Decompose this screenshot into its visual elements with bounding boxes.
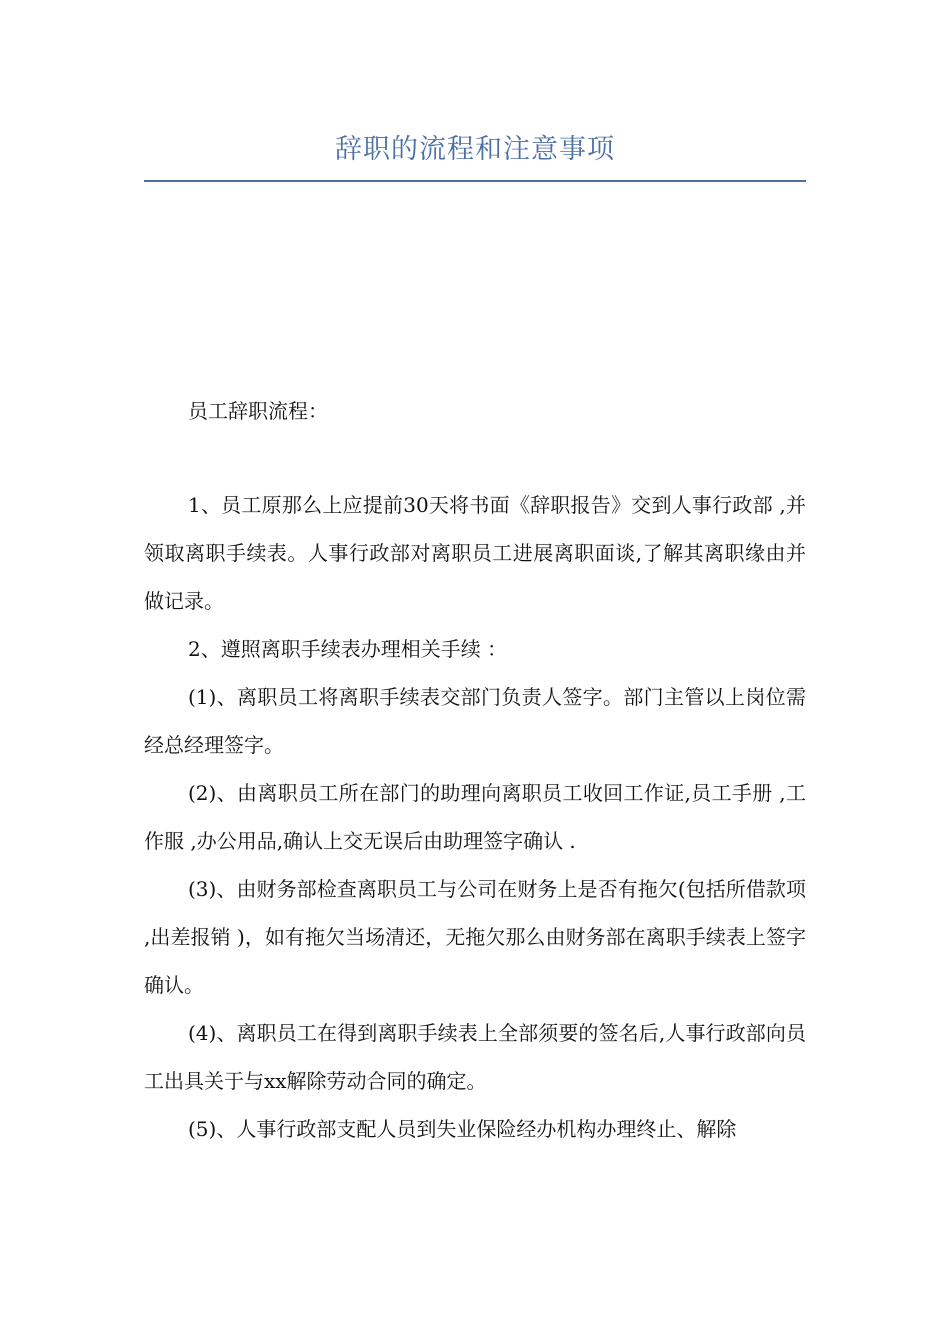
- paragraph-substep-3: (3)、由财务部检查离职员工与公司在财务上是否有拖欠(包括所借款项 ,出差报销 )，如有拖欠当场清还，无拖欠那么由财务部在离职手续表上签字确认。: [144, 877, 806, 997]
- document-body: [144, 387, 806, 1153]
- paragraph-substep-4: (4)、离职员工在得到离职手续表上全部须要的签名后,人事行政部向员工出具关于与xx解除劳动合同的确定。: [144, 1021, 806, 1093]
- title-divider: [144, 180, 806, 182]
- paragraph-substep-2: (2)、由离职员工所在部门的助理向离职员工收回工作证,员工手册 ,工作服 ,办公用品,确认上交无误后由助理签字确认 .: [144, 781, 806, 853]
- section-heading: 员工辞职流程：: [188, 399, 328, 423]
- paragraph-substep-5: (5)、人事行政部支配人员到失业保险经办机构办理终止、解除: [188, 1117, 737, 1141]
- paragraph-step-2: 2、遵照离职手续表办理相关手续 ：: [188, 637, 508, 661]
- paragraph-step-1: 1、员工原那么上应提前30天将书面《辞职报告》交到人事行政部 ,并领取离职手续表。人事行政部对离职员工进展离职面谈,了解其离职缘由并做记录。: [144, 493, 806, 613]
- paragraph-substep-1: (1)、离职员工将离职手续表交部门负责人签字。部门主管以上岗位需经总经理签字。: [144, 685, 806, 757]
- document-title: 辞职的流程和注意事项: [335, 134, 615, 165]
